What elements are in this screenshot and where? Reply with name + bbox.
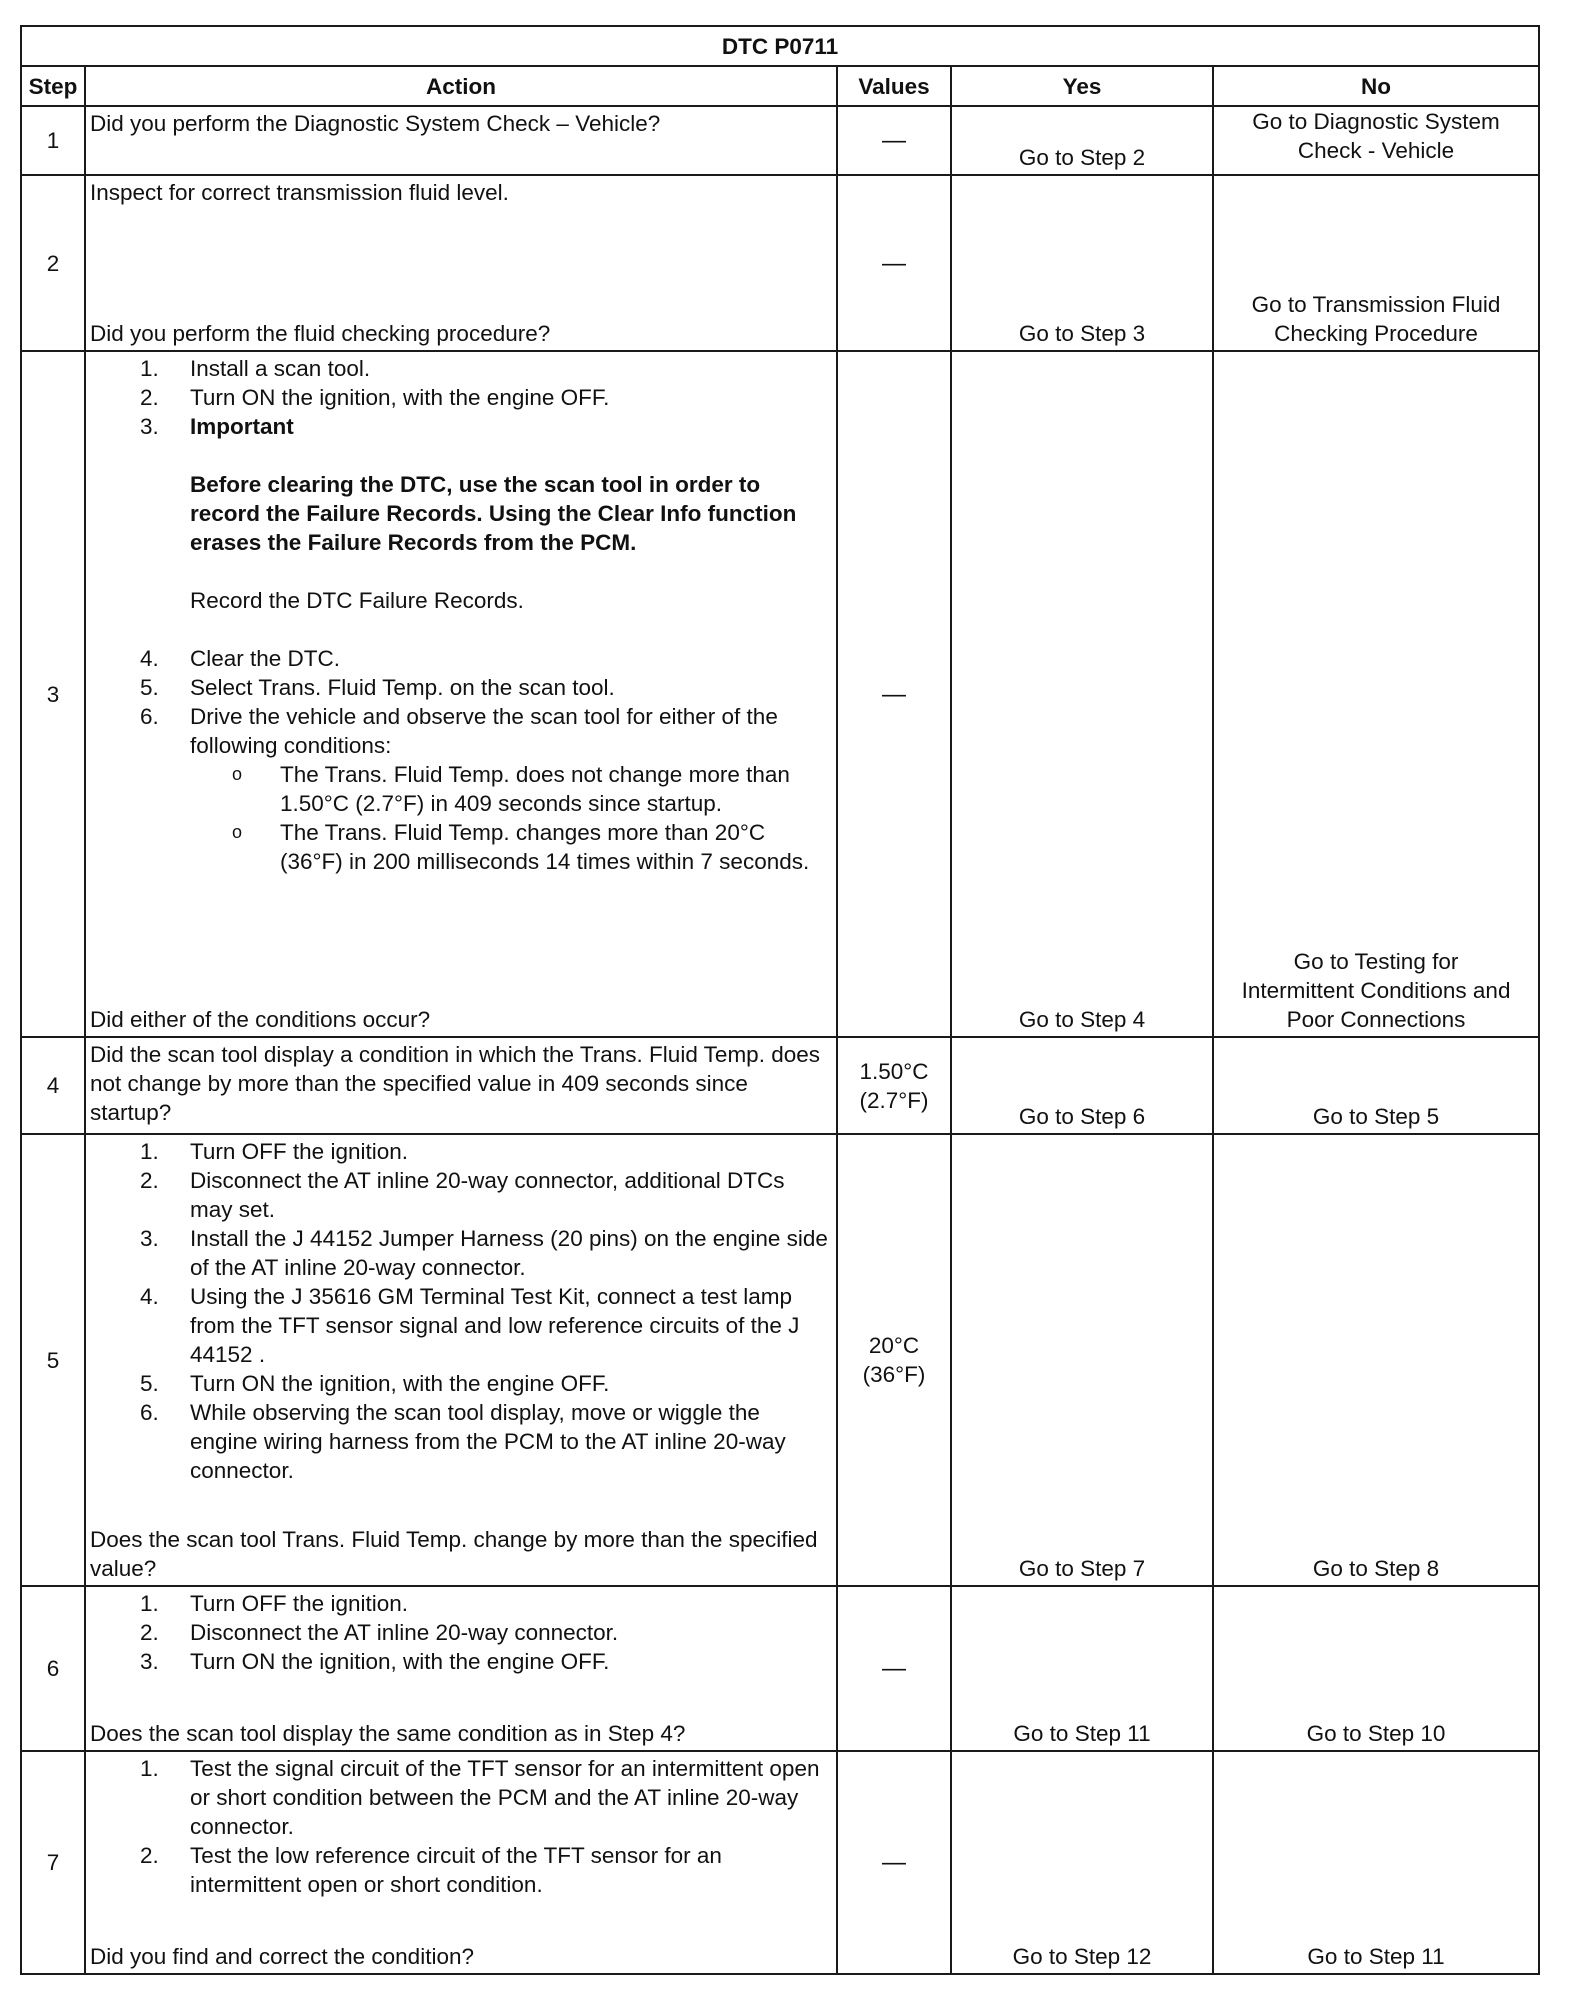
- action-question: Did either of the conditions occur?: [90, 1007, 431, 1032]
- action-intro: Inspect for correct transmission fluid level.: [90, 180, 509, 205]
- procedure-item: 1. Turn OFF the ignition.: [140, 1591, 409, 1616]
- record-instruction: Record the DTC Failure Records.: [190, 588, 524, 613]
- yes-cell: [951, 1037, 1213, 1134]
- procedure-item: 1. Install a scan tool.: [140, 356, 371, 381]
- procedure-item: 2. Test the low reference circuit of the TFT sensor for an intermittent open or short condition.: [140, 1843, 722, 1897]
- procedure-list: [90, 1589, 830, 1676]
- value-line: (2.7°F): [859, 1087, 929, 1113]
- header-yes: Yes: [951, 66, 1213, 106]
- table-row: [21, 351, 1539, 1037]
- procedure-item: 1. Test the signal circuit of the TFT sensor for an intermittent open or short condition between the PCM and the AT inline 20-way connector.: [140, 1756, 820, 1839]
- yes-link[interactable]: Go to Step 2: [1018, 145, 1146, 170]
- no-cell: [1213, 351, 1539, 1037]
- step-number: 6: [21, 1586, 85, 1751]
- step-number: 4: [21, 1037, 85, 1134]
- no-cell: [1213, 1134, 1539, 1586]
- step-number: 5: [21, 1134, 85, 1586]
- procedure-list: [90, 354, 830, 876]
- procedure-item: 3. Install the J 44152 Jumper Harness (20 pins) on the engine side of the AT inline 20-way connector.: [140, 1226, 828, 1280]
- title-row: [21, 26, 1539, 66]
- yes-cell: [951, 351, 1213, 1037]
- no-link[interactable]: Go to Step 10: [1306, 1721, 1446, 1746]
- action-cell: [85, 175, 837, 351]
- table-row: [21, 1037, 1539, 1134]
- values-cell: —: [837, 175, 951, 351]
- no-link-line[interactable]: Poor Connections: [1286, 1007, 1466, 1032]
- no-cell: [1213, 1586, 1539, 1751]
- step-number: 7: [21, 1751, 85, 1974]
- action-cell: [85, 351, 837, 1037]
- step-number: 3: [21, 351, 85, 1037]
- no-link-line[interactable]: Go to Testing for: [1293, 949, 1459, 974]
- procedure-item: 2. Turn ON the ignition, with the engine OFF.: [140, 385, 610, 410]
- no-link-line[interactable]: Checking Procedure: [1274, 321, 1478, 346]
- header-no: No: [1213, 66, 1539, 106]
- no-link[interactable]: Go to Step 8: [1312, 1556, 1440, 1581]
- no-cell: [1213, 106, 1539, 175]
- table-row: [21, 1134, 1539, 1586]
- action-cell: [85, 106, 837, 175]
- action-question: Did the scan tool display a condition in which the Trans. Fluid Temp. does not change by more than the specified value in 409 seconds since startup?: [90, 1042, 820, 1125]
- no-cell: [1213, 1751, 1539, 1974]
- yes-cell: [951, 1134, 1213, 1586]
- procedure-item: 4. Clear the DTC.: [140, 646, 341, 671]
- condition-list: [90, 760, 830, 876]
- yes-link[interactable]: Go to Step 12: [1012, 1944, 1152, 1969]
- procedure-item: 5. Turn ON the ignition, with the engine OFF.: [140, 1371, 610, 1396]
- yes-cell: [951, 1586, 1213, 1751]
- yes-link[interactable]: Go to Step 11: [1013, 1721, 1151, 1746]
- action-question: Did you find and correct the condition?: [90, 1944, 474, 1969]
- header-values: Values: [837, 66, 951, 106]
- yes-cell: [951, 175, 1213, 351]
- yes-link[interactable]: Go to Step 7: [1018, 1556, 1146, 1581]
- procedure-item: 6. While observing the scan tool display, move or wiggle the engine wiring harness from the PCM to the AT inline 20-way connector.: [140, 1400, 786, 1483]
- step-number: 2: [21, 175, 85, 351]
- values-cell: —: [837, 1751, 951, 1974]
- diagnostic-table: [20, 25, 1540, 1975]
- header-action: Action: [85, 66, 837, 106]
- procedure-item: 1. Turn OFF the ignition.: [140, 1139, 409, 1164]
- header-row: [21, 66, 1539, 106]
- procedure-item: 3. Important Before clearing the DTC, use the scan tool in order to record the Failure Records. Using the Clear Info function erases the Failure Records from the PCM. Record the DTC Failure Records.: [90, 412, 830, 644]
- yes-cell: [951, 1751, 1213, 1974]
- yes-link[interactable]: Go to Step 6: [1018, 1104, 1146, 1129]
- action-question: Does the scan tool display the same condition as in Step 4?: [90, 1721, 686, 1746]
- no-link-line[interactable]: Intermittent Conditions and: [1241, 978, 1511, 1003]
- value-line: 1.50°C: [859, 1058, 929, 1084]
- table-row: [21, 106, 1539, 175]
- no-link-line[interactable]: Go to Diagnostic System: [1252, 109, 1500, 134]
- procedure-item: 4. Using the J 35616 GM Terminal Test Kit, connect a test lamp from the TFT sensor signal and low reference circuits of the J 44152 .: [140, 1284, 800, 1367]
- action-question: Did you perform the Diagnostic System Check – Vehicle?: [90, 111, 661, 136]
- procedure-item: 2. Disconnect the AT inline 20-way connector, additional DTCs may set.: [140, 1168, 785, 1222]
- condition-item: o The Trans. Fluid Temp. does not change more than 1.50°C (2.7°F) in 409 seconds since startup.: [232, 762, 790, 816]
- procedure-item: 3. Turn ON the ignition, with the engine OFF.: [140, 1649, 610, 1674]
- table-title: DTC P0711: [21, 26, 1539, 66]
- action-cell: [85, 1751, 837, 1974]
- yes-link[interactable]: Go to Step 4: [1018, 1007, 1146, 1032]
- table-row: [21, 1751, 1539, 1974]
- value-line: (36°F): [862, 1362, 926, 1387]
- condition-item: o The Trans. Fluid Temp. changes more than 20°C (36°F) in 200 milliseconds 14 times within 7 seconds.: [232, 820, 810, 874]
- no-cell: [1213, 1037, 1539, 1134]
- values-cell: [837, 1134, 951, 1586]
- important-heading: Important: [190, 414, 294, 439]
- table-row: [21, 175, 1539, 351]
- table-row: [21, 1586, 1539, 1751]
- yes-link[interactable]: Go to Step 3: [1018, 321, 1146, 346]
- values-cell: —: [837, 1586, 951, 1751]
- procedure-item: 5. Select Trans. Fluid Temp. on the scan tool.: [140, 675, 615, 700]
- value-line: 20°C: [868, 1333, 920, 1358]
- procedure-item: 6. Drive the vehicle and observe the scan tool for either of the following conditions: o The Trans. Fluid Temp. does not change more than 1.50°C (2.7°F) in 409 seconds since startup. o The Trans. Fluid Temp. changes more than 20°C (36°F) in 200 milliseconds 14 times within 7 seconds.: [90, 702, 830, 876]
- action-cell: [85, 1134, 837, 1586]
- action-question: Does the scan tool Trans. Fluid Temp. change by more than the specified value?: [90, 1527, 818, 1581]
- procedure-list: [90, 1137, 830, 1485]
- no-link[interactable]: Go to Step 11: [1307, 1944, 1445, 1969]
- values-cell: —: [837, 351, 951, 1037]
- procedure-list: [90, 1754, 830, 1899]
- action-procedure: [90, 354, 830, 876]
- action-question: Did you perform the fluid checking procedure?: [90, 321, 551, 346]
- procedure-item: 2. Disconnect the AT inline 20-way connector.: [140, 1620, 619, 1645]
- no-link-line[interactable]: Go to Transmission Fluid: [1251, 292, 1501, 317]
- no-cell: [1213, 175, 1539, 351]
- no-link-line[interactable]: Check - Vehicle: [1297, 138, 1455, 163]
- important-note: Before clearing the DTC, use the scan tool in order to record the Failure Records. Using the Clear Info function erases the Failure Records from the PCM.: [190, 472, 797, 555]
- action-cell: [85, 1037, 837, 1134]
- values-cell: [837, 1037, 951, 1134]
- header-step: Step: [21, 66, 85, 106]
- no-link[interactable]: Go to Step 5: [1312, 1104, 1440, 1129]
- values-cell: —: [837, 106, 951, 175]
- yes-cell: [951, 106, 1213, 175]
- action-cell: [85, 1586, 837, 1751]
- step-number: 1: [21, 106, 85, 175]
